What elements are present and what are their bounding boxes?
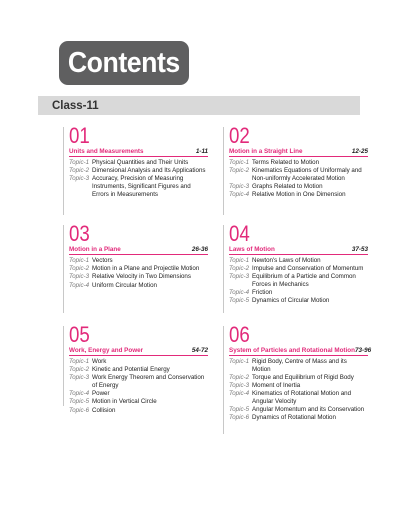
topic-label: Topic-4: [229, 191, 250, 199]
topic-text: Physical Quantities and Their Units: [92, 159, 189, 166]
chapter-header: [229, 246, 368, 255]
topic-text: Equilibrium of a Particle and Common Forces in Mechanics: [252, 273, 356, 288]
topic-label: Topic-2: [229, 265, 250, 273]
topic-text: Work Energy Theorem and Conservation of Energy: [92, 374, 205, 389]
topic-text: Vectors: [92, 257, 113, 264]
topic-text: Terms Related to Motion: [252, 159, 320, 166]
topic-text: Accuracy, Precision of Measuring Instruments, Significant Figures and Errors in Measurements: [92, 175, 191, 198]
topic-label: Topic-2: [69, 366, 90, 374]
topic-row: [229, 167, 367, 182]
topic-row: [229, 289, 367, 297]
chapter-section-03: [69, 223, 207, 290]
topic-row: [69, 374, 207, 389]
topic-row: [229, 265, 367, 273]
class-bar: [38, 96, 360, 115]
topic-row: [69, 265, 207, 273]
topic-text: Dimensional Analysis and Its Applications: [92, 167, 206, 175]
topic-row: [69, 358, 207, 366]
topic-label: Topic-3: [229, 273, 250, 281]
topic-label: Topic-2: [229, 373, 250, 381]
topic-text: Impulse and Conservation of Momentum: [252, 265, 364, 273]
topic-row: [229, 374, 367, 382]
topic-row: [69, 390, 207, 398]
topic-text: Dynamics of Rotational Motion: [252, 414, 336, 422]
chapter-pages: 37-53: [351, 246, 368, 253]
chapter-number: 06: [229, 322, 250, 347]
topic-row: [229, 191, 367, 199]
topic-label: Topic-3: [69, 374, 90, 382]
topic-row: [229, 183, 367, 191]
chapter-title: Units and Measurements: [69, 148, 144, 155]
topic-row: [229, 159, 367, 167]
topic-label: Topic-4: [69, 281, 90, 289]
topic-text: Motion in a Plane and Projectile Motion: [92, 265, 200, 273]
chapter-pages: 1-11: [195, 148, 208, 155]
chapter-pages: 73-96: [354, 347, 372, 354]
topic-label: Topic-5: [229, 297, 250, 305]
topic-label: Topic-6: [69, 406, 90, 414]
chapter-number: 01: [69, 123, 90, 148]
topic-label: Topic-3: [69, 273, 90, 281]
chapter-header: [69, 347, 208, 356]
page-title: Contents: [68, 46, 180, 79]
topic-text: Kinetic and Potential Energy: [92, 366, 170, 374]
topic-label: Topic-3: [229, 381, 250, 389]
chapter-section-06: [229, 322, 372, 422]
topic-label: Topic-3: [229, 182, 250, 190]
topic-text: Rigid Body, Centre of Mass and its Motion: [252, 358, 347, 373]
chapter-section-01: [69, 125, 207, 199]
topic-row: [229, 297, 367, 305]
topic-label: Topic-5: [69, 398, 90, 406]
topic-row: [69, 398, 207, 406]
topic-text: Graphs Related to Motion: [252, 182, 323, 190]
topic-row: [229, 390, 367, 405]
topic-label: Topic-2: [69, 265, 90, 273]
chapter-section-02: [229, 125, 367, 199]
topic-row: [69, 175, 207, 198]
topic-label: Topic-4: [229, 289, 250, 297]
contents-title-box: [59, 41, 189, 85]
topic-text: Motion in Vertical Circle: [92, 398, 157, 406]
topic-label: Topic-4: [69, 390, 90, 398]
topic-label: Topic-1: [229, 257, 250, 264]
topic-row: [229, 414, 367, 422]
topic-row: [69, 273, 207, 281]
chapter-title: Motion in a Plane: [69, 246, 121, 253]
topic-label: Topic-1: [69, 159, 90, 166]
topic-text: Moment of Inertia: [252, 381, 301, 389]
topic-text: Power: [92, 390, 110, 398]
topic-text: Kinematics of Rotational Motion and Angular Velocity: [252, 390, 352, 405]
topic-text: Newton's Laws of Motion: [252, 257, 321, 264]
chapter-number: 05: [69, 322, 90, 347]
topic-label: Topic-1: [229, 358, 250, 365]
chapter-pages: 12-25: [351, 148, 368, 155]
chapter-title: Work, Energy and Power: [69, 347, 144, 354]
topic-row: [229, 358, 367, 373]
chapter-number: 04: [229, 221, 250, 246]
topic-text: Relative Motion in One Dimension: [252, 191, 346, 199]
topic-text: Relative Velocity in Two Dimensions: [92, 273, 191, 281]
chapter-header: [229, 347, 372, 356]
chapter-pages: 54-72: [191, 347, 208, 354]
topic-text: Dynamics of Circular Motion: [252, 297, 330, 305]
topic-row: [229, 273, 367, 288]
topic-label: Topic-2: [69, 167, 90, 175]
chapter-title: Motion in a Straight Line: [229, 148, 303, 155]
topic-label: Topic-2: [229, 167, 250, 175]
chapter-header: [69, 148, 208, 157]
topic-text: Torque and Equilibrium of Rigid Body: [252, 373, 354, 381]
topic-text: Friction: [252, 289, 273, 297]
topic-text: Uniform Circular Motion: [92, 281, 157, 289]
topic-row: [69, 366, 207, 374]
topic-row: [69, 257, 207, 265]
topic-label: Topic-1: [69, 257, 90, 264]
class-label: Class-11: [52, 99, 99, 112]
topic-label: Topic-3: [69, 175, 90, 183]
chapter-section-05: [69, 324, 207, 415]
topic-row: [229, 382, 367, 390]
topic-label: Topic-5: [229, 405, 250, 413]
topic-label: Topic-4: [229, 390, 250, 398]
topic-row: [229, 406, 367, 414]
chapter-number: 03: [69, 221, 90, 246]
chapter-title: Laws of Motion: [229, 246, 275, 253]
topic-row: [229, 257, 367, 265]
topic-row: [69, 159, 207, 167]
topic-text: Angular Momentum and its Conservation: [252, 405, 365, 413]
topic-row: [69, 167, 207, 175]
topic-text: Kinematics Equations of Uniformaly and Non-uniformly Accelerated Motion: [252, 167, 362, 182]
chapter-section-04: [229, 223, 367, 306]
topic-text: Work: [92, 358, 107, 365]
topic-text: Collision: [92, 406, 116, 414]
chapter-header: [229, 148, 368, 157]
topic-label: Topic-1: [69, 358, 90, 365]
topic-row: [69, 407, 207, 415]
chapter-number: 02: [229, 123, 250, 148]
topic-row: [69, 282, 207, 290]
chapter-pages: 26-36: [191, 246, 208, 253]
chapter-header: [69, 246, 208, 255]
topic-label: Topic-6: [229, 414, 250, 422]
topic-label: Topic-1: [229, 159, 250, 166]
chapter-title: System of Particles and Rotational Motion: [229, 347, 355, 354]
